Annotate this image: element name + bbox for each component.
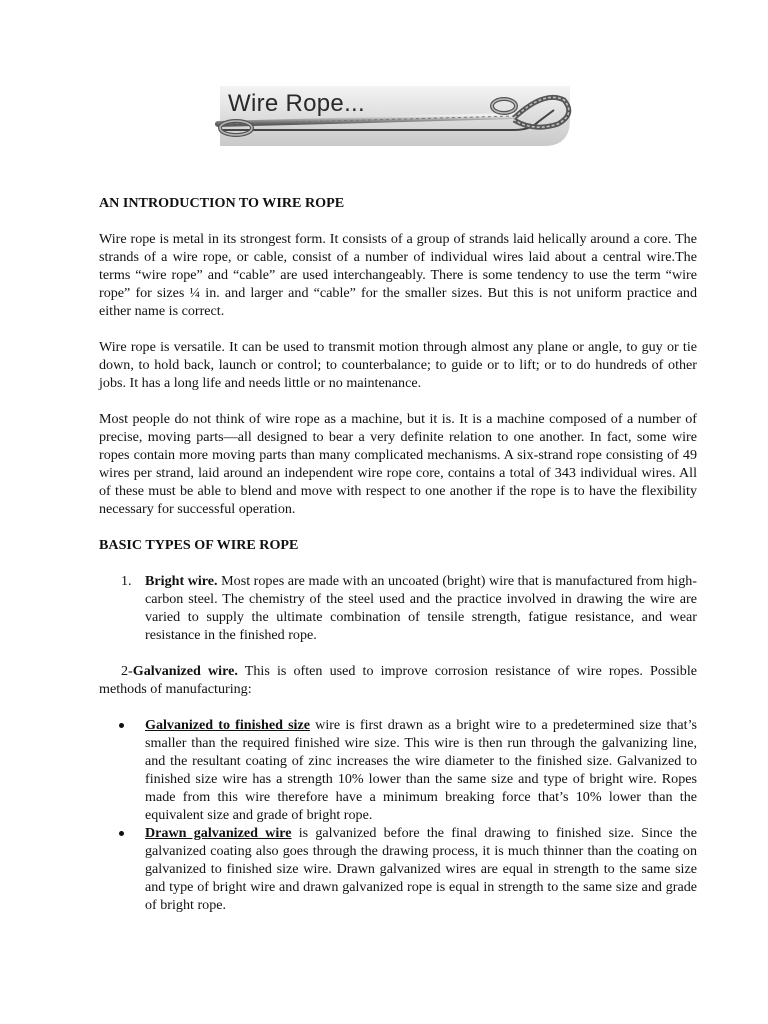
bullet-dot [119,831,124,836]
galvanized-finished-text: wire is first drawn as a bright wire to a predetermined size that’s smaller than the required finished wire size. This wire is then run through the galvanizing line, and the resultant coating of zinc increases the wire diameter to the finished size. Galvanized to finished size wire has a strength 10% lower than the same size and type of bright wire. Ropes made from this wire therefore have a minimum breaking force that’s 10% lower than the equivalent size and grade of bright rope. [145,717,698,823]
term-galvanized-wire: Galvanized wire. [132,663,238,679]
list-item-bright-wire [99,572,697,644]
bullet-item-drawn-galvanized [99,824,697,914]
list-prefix: 2- [121,663,133,679]
section-heading: BASIC TYPES OF WIRE ROPE [99,537,299,553]
bullet-item-galvanized-finished [99,716,697,824]
wire-rope-banner [214,80,576,152]
banner-title: Wire Rope... [228,90,365,117]
intro-paragraph-1: Wire rope is metal in its strongest form. It consists of a group of strands laid helically around a core. The strands of a wire rope, or cable, consist of a number of individual wires laid about a central wire.The terms “wire rope” and “cable” are used interchangeably. There is some tendency to use the term “wire rope” for sizes ¼ in. and larger and “cable” for the smaller sizes. But this is not uniform practice and either name is correct. [99,231,697,319]
list-item-galvanized-wire [99,662,697,698]
term-bright-wire: Bright wire. [145,573,218,589]
term-drawn-galvanized: Drawn galvanized wire [145,825,292,841]
term-galvanized-finished: Galvanized to finished size [145,717,310,733]
bright-wire-text: Most ropes are made with an uncoated (bright) wire that is manufactured from high-carbon steel. The chemistry of the steel used and the practice involved in drawing the wire are varied to supply the ultimate combination of tensile strength, fatigue resistance, and wear resistance in the finished rope. [145,573,697,643]
intro-paragraph-2: Wire rope is versatile. It can be used to transmit motion through almost any plane or angle, to guy or tie down, to hold back, launch or control; to counterbalance; to guide or to lift; or to do hundreds of other jobs. It has a long life and needs little or no maintenance. [99,339,697,391]
bullet-dot [119,723,124,728]
galvanized-wire-text: This is often used to improve corrosion resistance of wire ropes. Possible methods of manufacturing: [99,663,697,697]
page-title: AN INTRODUCTION TO WIRE ROPE [99,195,345,211]
drawn-galvanized-text: is galvanized before the final drawing to finished size. Since the galvanized coating also goes through the drawing process, it is much thinner than the coating on galvanized to finished size wire. Drawn galvanized wires are equal in strength to the same size and type of bright wire and drawn galvanized rope is equal in strength to the same size and grade of bright rope. [145,825,697,913]
list-number: 1. [121,573,132,589]
document-body [99,194,697,914]
intro-paragraph-3: Most people do not think of wire rope as a machine, but it is. It is a machine composed of a number of precise, moving parts—all designed to bear a very definite relation to one another. In fact, some wire ropes contain more moving parts than many complicated mechanisms. A six-strand rope consisting of 49 wires per strand, laid around an independent wire rope core, contains a total of 343 individual wires. All of these must be able to blend and move with respect to one another if the rope is to have the flexibility necessary for successful operation. [99,411,697,517]
